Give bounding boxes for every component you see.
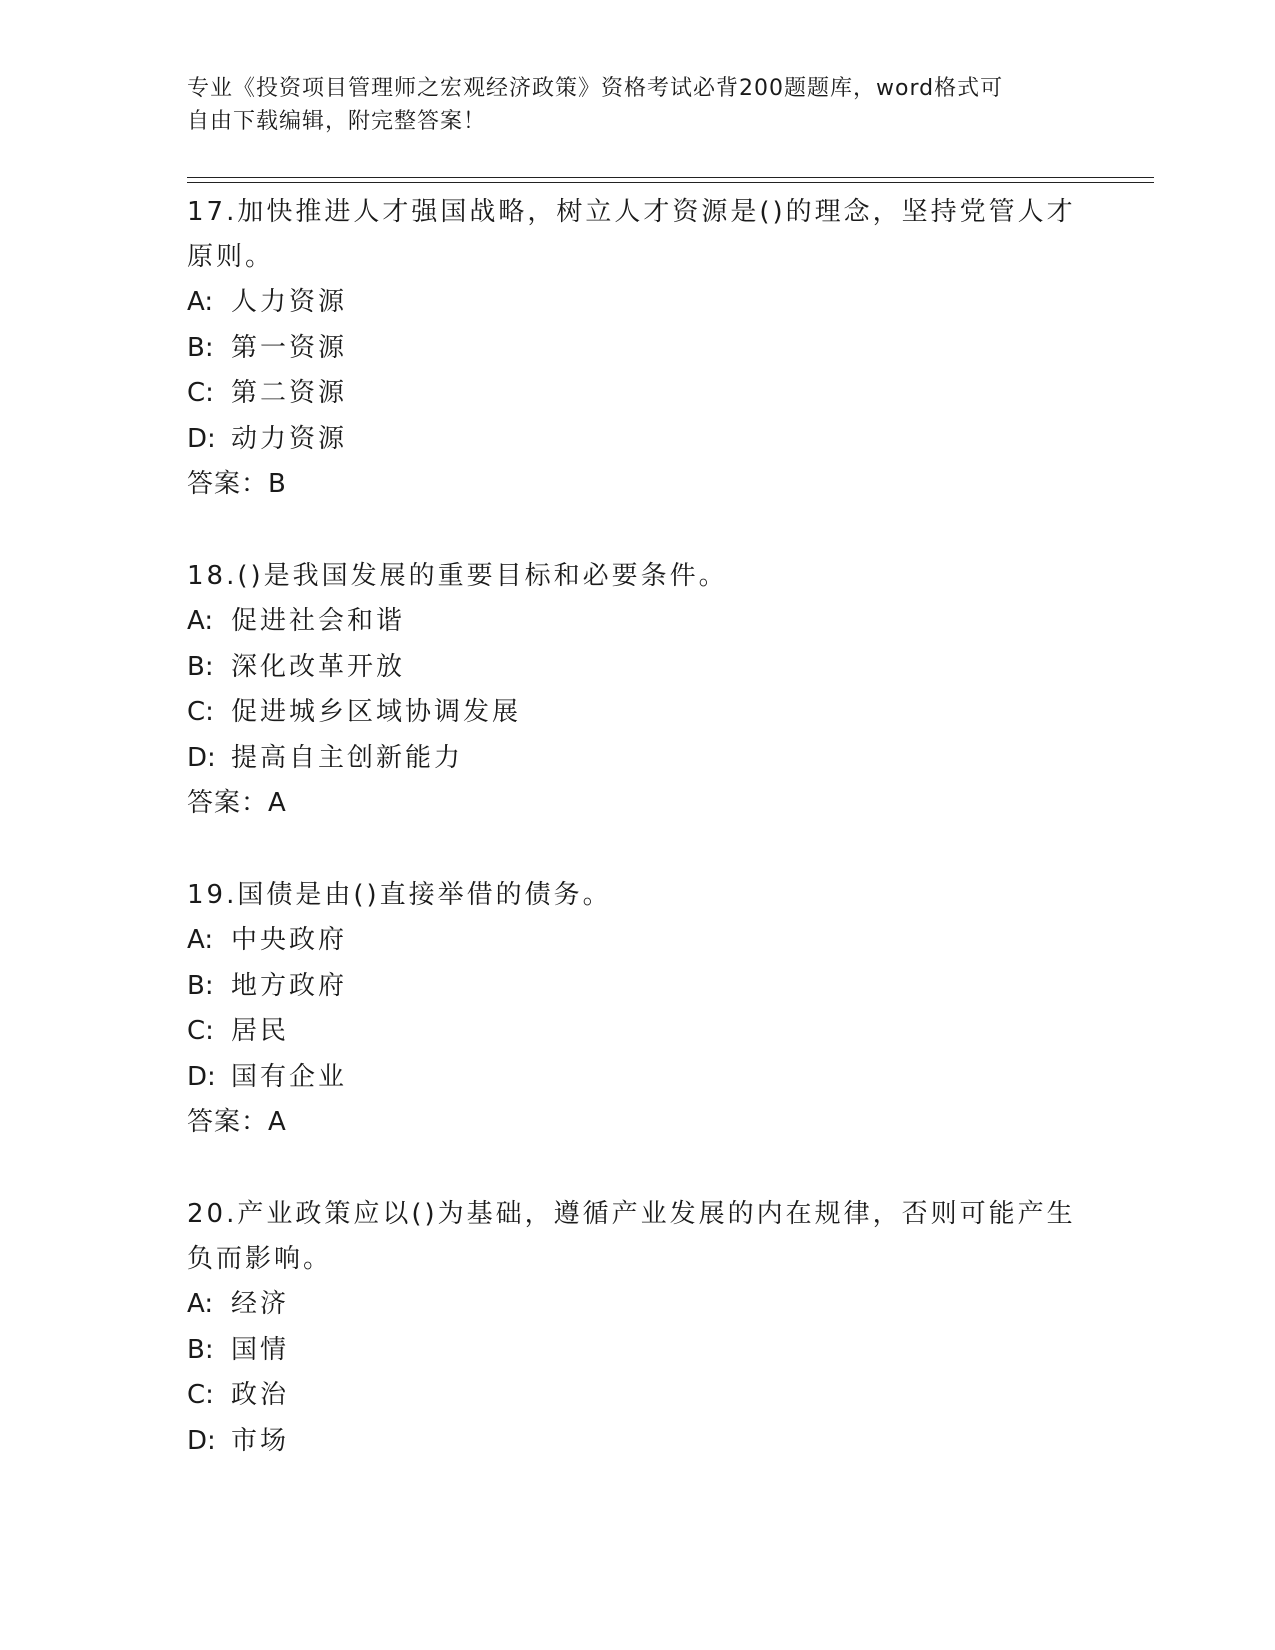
- option-key: A:: [187, 287, 214, 317]
- header-divider-top: [187, 177, 1154, 178]
- option-text: 促进社会和谐: [231, 606, 406, 636]
- option-text: 地方政府: [231, 970, 348, 1001]
- option-key: C:: [187, 697, 214, 727]
- option-text: 国情: [231, 1334, 290, 1365]
- option-a: [187, 599, 1087, 645]
- option-text: 深化改革开放: [231, 651, 406, 682]
- question-text-line-2: 负而影响。: [187, 1244, 333, 1274]
- option-text: 动力资源: [231, 423, 348, 454]
- option-a: [187, 280, 1087, 326]
- question-list: [187, 190, 1087, 1464]
- header-title-line-2: 自由下载编辑，附完整答案！: [187, 109, 487, 134]
- option-key: C:: [187, 1380, 214, 1410]
- option-a: [187, 918, 1087, 964]
- option-text: 国有企业: [231, 1061, 348, 1092]
- document-header: [187, 72, 1077, 138]
- option-text: 提高自主创新能力: [231, 742, 464, 773]
- option-key: C:: [187, 1016, 214, 1046]
- header-divider-bottom: [187, 182, 1154, 183]
- option-key: C:: [187, 378, 214, 408]
- question-18: [187, 554, 1087, 826]
- option-key: B:: [187, 970, 214, 1001]
- question-20: [187, 1192, 1087, 1464]
- option-d: [187, 1055, 1087, 1101]
- question-17: [187, 190, 1087, 507]
- option-c: [187, 690, 1087, 736]
- option-text: 经济: [231, 1289, 290, 1319]
- option-key: D:: [187, 1061, 216, 1092]
- option-d: [187, 1419, 1087, 1465]
- option-text: 中央政府: [231, 925, 348, 955]
- option-key: D:: [187, 742, 216, 773]
- option-b: [187, 964, 1087, 1010]
- option-b: [187, 1328, 1087, 1374]
- option-key: A:: [187, 1289, 214, 1319]
- option-d: [187, 417, 1087, 463]
- option-key: A:: [187, 606, 214, 636]
- option-text: 居民: [231, 1016, 290, 1046]
- option-b: [187, 645, 1087, 691]
- option-a: [187, 1282, 1087, 1328]
- option-key: B:: [187, 1334, 214, 1365]
- option-text: 促进城乡区域协调发展: [231, 697, 522, 727]
- option-text: 市场: [231, 1425, 290, 1456]
- option-text: 第二资源: [231, 378, 348, 408]
- question-text-line-1: 17.加快推进人才强国战略，树立人才资源是()的理念，坚持党管人才: [187, 197, 1076, 227]
- option-text: 政治: [231, 1380, 290, 1410]
- spacer: [187, 1145, 1087, 1192]
- option-key: B:: [187, 651, 214, 682]
- question-text-line-1: 20.产业政策应以()为基础，遵循产业发展的内在规律，否则可能产生: [187, 1199, 1076, 1229]
- option-b: [187, 326, 1087, 372]
- option-key: B:: [187, 332, 214, 363]
- option-key: A:: [187, 925, 214, 955]
- option-d: [187, 736, 1087, 782]
- option-text: 人力资源: [231, 287, 348, 317]
- option-key: D:: [187, 423, 216, 454]
- question-19: [187, 873, 1087, 1145]
- answer-line: 答案：B: [187, 469, 287, 499]
- spacer: [187, 507, 1087, 554]
- question-text-line-1: 18.()是我国发展的重要目标和必要条件。: [187, 561, 728, 591]
- header-title-line-1: 专业《投资项目管理师之宏观经济政策》资格考试必背200题题库，word格式可: [187, 76, 1004, 101]
- option-c: [187, 371, 1087, 417]
- option-key: D:: [187, 1425, 216, 1456]
- option-c: [187, 1373, 1087, 1419]
- option-text: 第一资源: [231, 332, 348, 363]
- option-c: [187, 1009, 1087, 1055]
- question-text-line-1: 19.国债是由()直接举借的债务。: [187, 880, 612, 910]
- answer-line: 答案：A: [187, 1107, 287, 1137]
- spacer: [187, 826, 1087, 873]
- answer-line: 答案：A: [187, 788, 287, 818]
- question-text-line-2: 原则。: [187, 242, 275, 272]
